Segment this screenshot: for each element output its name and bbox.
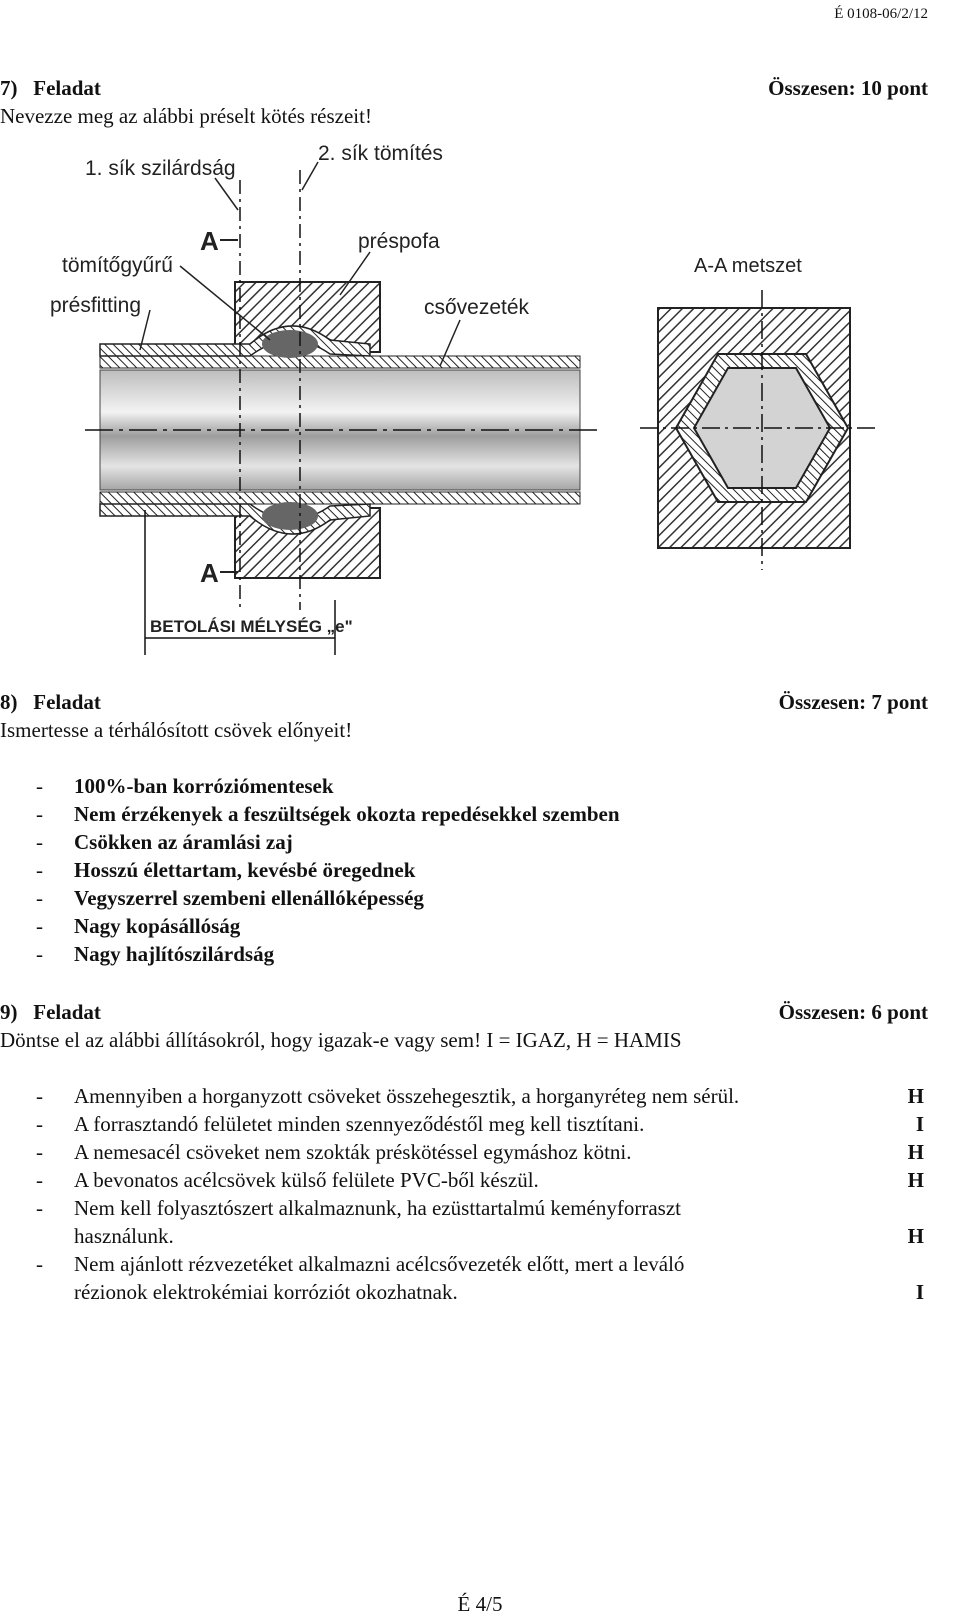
- bullet-dash: -: [36, 858, 43, 882]
- bullet-dash: -: [36, 1140, 43, 1164]
- task8-answer: Hosszú élettartam, kevésbé öregednek: [74, 858, 416, 882]
- task8-answer: Csökken az áramlási zaj: [74, 830, 293, 854]
- task8-answer: Nagy kopásállóság: [74, 914, 241, 938]
- task7-prompt: Nevezze meg az alábbi préselt kötés részeit!: [0, 104, 372, 128]
- task9-statement: A bevonatos acélcsövek külső felülete PVC-ből készül.: [74, 1168, 539, 1192]
- bullet-dash: -: [36, 1252, 43, 1276]
- task7-score: Összesen: 10 pont: [768, 76, 928, 100]
- document-code: É 0108-06/2/12: [834, 6, 928, 22]
- task9-statement: Nem kell folyasztószert alkalmaznunk, ha ezüsttartalmú keményforraszt: [74, 1196, 682, 1220]
- bullet-dash: -: [36, 914, 43, 938]
- label-sealring: tömítőgyűrű: [62, 254, 173, 277]
- label-section: A-A metszet: [694, 255, 802, 277]
- bullet-dash: -: [36, 774, 43, 798]
- task8-prompt: Ismertesse a térhálósított csövek előnyeit!: [0, 718, 353, 742]
- bullet-dash: -: [36, 942, 43, 966]
- task9-statement: A nemesacél csöveket nem szokták préskötéssel egymáshoz kötni.: [74, 1140, 632, 1164]
- task8-answer: 100%-ban korróziómentesek: [74, 774, 334, 798]
- label-fitting: présfitting: [50, 294, 142, 317]
- task9-statement: Nem ajánlott rézvezetéket alkalmazni acélcsővezeték előtt, mert a leváló: [74, 1252, 685, 1276]
- task9-title: 9) Feladat: [0, 1000, 101, 1024]
- task9-answer: I: [915, 1280, 924, 1304]
- seal-ring-top: [262, 330, 318, 358]
- task9-statement-cont: rézionok elektrokémiai korróziót okozhatnak.: [74, 1280, 458, 1304]
- label-plane2: 2. sík tömítés: [318, 142, 443, 165]
- bullet-dash: -: [36, 1112, 43, 1136]
- page-number: É 4/5: [457, 1592, 503, 1616]
- task8-answer: Vegyszerrel szembeni ellenállóképesség: [74, 886, 424, 910]
- bullet-dash: -: [36, 802, 43, 826]
- task8-answer: Nem érzékenyek a feszültségek okozta repedésekkel szemben: [74, 802, 620, 826]
- label-pipe: csővezeték: [424, 296, 530, 319]
- seal-ring-bottom: [262, 502, 318, 530]
- bullet-dash: -: [36, 1084, 43, 1108]
- bullet-dash: -: [36, 830, 43, 854]
- task9-statement-cont: használunk.: [74, 1224, 174, 1248]
- task9-answer: I: [915, 1112, 924, 1136]
- label-plane1: 1. sík szilárdság: [85, 157, 236, 180]
- bullet-dash: -: [36, 1196, 43, 1220]
- task9-answer: H: [907, 1224, 924, 1248]
- task7-title: 7) Feladat: [0, 76, 101, 100]
- task9-statement: A forrasztandó felületet minden szennyeződéstől meg kell tisztítani.: [74, 1112, 645, 1136]
- bullet-dash: -: [36, 886, 43, 910]
- task9-score: Összesen: 6 pont: [778, 1000, 928, 1024]
- task9-prompt: Döntse el az alábbi állításokról, hogy igazak-e vagy sem! I = IGAZ, H = HAMIS: [0, 1028, 682, 1052]
- bullet-dash: -: [36, 1168, 43, 1192]
- press-fitting-figure: [0, 130, 960, 670]
- task9-answer: H: [907, 1140, 924, 1164]
- task8-score: Összesen: 7 pont: [778, 690, 928, 714]
- task8-title: 8) Feladat: [0, 690, 101, 714]
- label-pressjaw: préspofa: [358, 230, 440, 253]
- task9-answer: H: [907, 1168, 924, 1192]
- task9-answer: H: [907, 1084, 924, 1108]
- task9-statement: Amennyiben a horganyzott csöveket összehegesztik, a horganyréteg nem sérül.: [74, 1084, 740, 1108]
- label-a-top: A: [200, 226, 219, 256]
- task8-answer: Nagy hajlítószilárdság: [74, 942, 275, 966]
- label-depth: BETOLÁSI MÉLYSÉG „e": [150, 617, 353, 636]
- label-a-bottom: A: [200, 558, 219, 588]
